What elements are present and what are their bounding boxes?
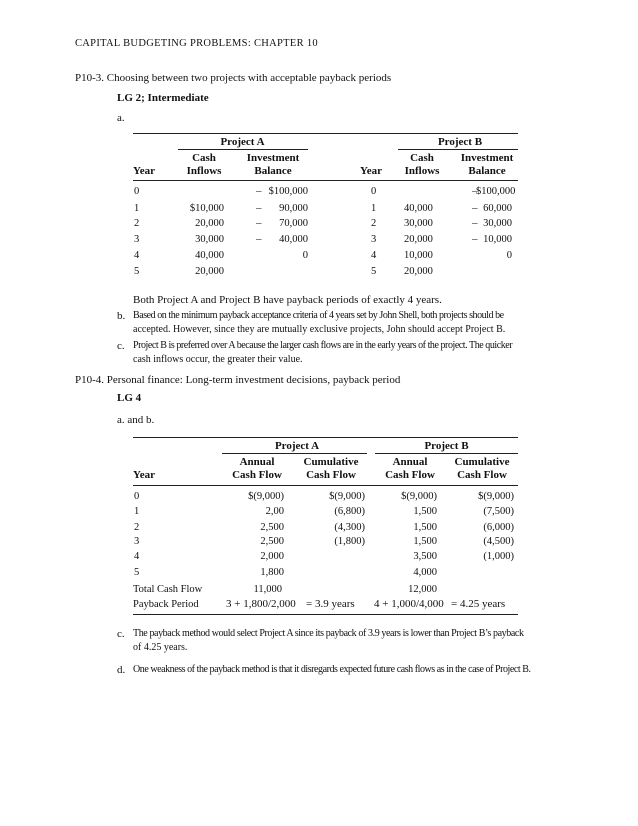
year-cell: 2 <box>371 218 377 229</box>
cumulative-cash-flow-cell: $(9,000) <box>478 491 514 502</box>
page-header: CAPITAL BUDGETING PROBLEMS: CHAPTER 10 <box>75 38 318 49</box>
year-cell: 5 <box>371 266 377 277</box>
t2-project-b-heading: Project B <box>424 440 469 452</box>
cumulative-cash-flow-cell: (1,000) <box>483 551 514 562</box>
cumulative-cash-flow-cell: (1,800) <box>334 536 365 547</box>
payback-period-label: Payback Period <box>133 599 199 610</box>
annual-cash-flow-cell: 1,800 <box>260 567 284 578</box>
investment-balance-cell: 30,000 <box>483 218 512 229</box>
dash-cell: – <box>256 233 262 245</box>
col-inv-2-b: Balance <box>468 165 506 177</box>
investment-balance-cell: $100,000 <box>476 186 516 197</box>
annual-cash-flow-cell: $(9,000) <box>248 491 284 502</box>
project-b-heading: Project B <box>437 136 483 148</box>
annual-cash-flow-cell: 2,00 <box>265 506 284 517</box>
part-c-label: c. <box>117 340 125 352</box>
cash-inflow-cell: 20,000 <box>195 266 224 277</box>
cumulative-cash-flow-cell: (4,500) <box>483 536 514 547</box>
year-cell: 0 <box>371 186 377 197</box>
year-cell: 2 <box>134 522 140 533</box>
year-cell: 4 <box>134 551 140 562</box>
annual-cash-flow-cell: $(9,000) <box>401 491 437 502</box>
cash-inflow-cell: 40,000 <box>404 203 433 214</box>
investment-balance-cell: 60,000 <box>483 203 512 214</box>
col-cash-1-a: Cash <box>192 152 216 164</box>
part-b-line2: accepted. However, since they are mutually exclusive projects, John should accept Project B. <box>133 324 506 335</box>
total-b: 12,000 <box>408 584 437 595</box>
t2-col-cum-1-a: Cumulative <box>303 456 359 468</box>
project-b-underline <box>398 149 518 150</box>
year-cell: 0 <box>134 186 140 197</box>
dash-cell: – <box>472 233 478 245</box>
year-cell: 1 <box>371 203 377 214</box>
cash-inflow-cell: 40,000 <box>195 250 224 261</box>
col-cash-1-b: Cash <box>410 152 434 164</box>
p10-4-part-d-line1: One weakness of the payback method is that it disregards expected future cash flows as in the case of Project B. <box>133 664 531 675</box>
year-cell: 5 <box>134 266 140 277</box>
total-a: 11,000 <box>253 584 282 595</box>
t2-col-year: Year <box>133 469 155 481</box>
col-inv-1-a: Investment <box>246 152 300 164</box>
investment-balance-cell: 10,000 <box>483 234 512 245</box>
payback-b-result: = 4.25 years <box>451 598 506 610</box>
investment-balance-cell: $100,000 <box>268 186 308 197</box>
t2-col-cum-1-b: Cumulative <box>454 456 510 468</box>
year-cell: 4 <box>134 250 140 261</box>
problem-10-3-lg: LG 2; Intermediate <box>117 92 209 104</box>
year-cell: 5 <box>134 567 140 578</box>
dash-cell: – <box>256 185 262 197</box>
col-cash-2-a: Inflows <box>186 165 222 177</box>
annual-cash-flow-cell: 1,500 <box>413 536 437 547</box>
investment-balance-cell: 90,000 <box>279 203 308 214</box>
cash-inflow-cell: 10,000 <box>404 250 433 261</box>
cash-inflow-cell: 30,000 <box>195 234 224 245</box>
investment-balance-cell: 0 <box>506 250 512 261</box>
col-inv-2-a: Balance <box>254 165 292 177</box>
conclusion-a-text: Both Project A and Project B have payback periods of exactly 4 years. <box>133 294 442 306</box>
cash-inflow-cell: 20,000 <box>404 234 433 245</box>
year-cell: 3 <box>371 234 377 245</box>
dash-cell: – <box>472 185 478 197</box>
problem-10-4-lg: LG 4 <box>117 392 142 404</box>
dash-cell: – <box>256 202 262 214</box>
col-cash-2-b: Inflows <box>404 165 440 177</box>
annual-cash-flow-cell: 3,500 <box>413 551 437 562</box>
annual-cash-flow-cell: 1,500 <box>413 522 437 533</box>
cumulative-cash-flow-cell: (4,300) <box>334 522 365 533</box>
cumulative-cash-flow-cell: $(9,000) <box>329 491 365 502</box>
dash-cell: – <box>256 217 262 229</box>
col-inv-1-b: Investment <box>460 152 514 164</box>
col-year-b: Year <box>360 165 382 177</box>
problem-10-3-title: P10-3. Choosing between two projects with acceptable payback periods <box>75 72 392 84</box>
annual-cash-flow-cell: 1,500 <box>413 506 437 517</box>
investment-balance-cell: 0 <box>302 250 308 261</box>
p10-4-part-c-line2: of 4.25 years. <box>133 642 188 653</box>
part-b-line1: Based on the minimum payback acceptance criteria of 4 years set by John Shell, both projects should be <box>133 310 504 321</box>
part-ab-label: a. and b. <box>117 414 155 426</box>
cumulative-cash-flow-cell: (7,500) <box>483 506 514 517</box>
part-c-line2: cash inflows occur, the greater their value. <box>133 354 303 365</box>
cumulative-cash-flow-cell: (6,800) <box>334 506 365 517</box>
total-cash-flow-label: Total Cash Flow <box>133 584 203 595</box>
project-a-underline <box>178 149 308 150</box>
t2-col-annual-1-b: Annual <box>392 456 428 468</box>
problem-10-4-title: P10-4. Personal finance: Long-term investment decisions, payback period <box>75 374 401 386</box>
year-cell: 1 <box>134 506 140 517</box>
p10-4-part-d-label: d. <box>117 664 126 676</box>
payback-b-calc: 4 + 1,000/4,000 <box>374 598 444 610</box>
part-a-label: a. <box>117 112 125 124</box>
cash-inflow-cell: 30,000 <box>404 218 433 229</box>
annual-cash-flow-cell: 4,000 <box>413 567 437 578</box>
cash-inflow-cell: 20,000 <box>404 266 433 277</box>
year-cell: 4 <box>371 250 377 261</box>
table-top-rule <box>133 133 518 134</box>
cash-inflow-cell: $10,000 <box>189 203 224 214</box>
part-c-line1: Project B is preferred over A because the larger cash flows are in the early years of the project. The quicker <box>133 340 513 351</box>
t2-project-a-underline <box>222 453 367 454</box>
annual-cash-flow-cell: 2,000 <box>260 551 284 562</box>
part-b-label: b. <box>117 310 126 322</box>
payback-a-calc: 3 + 1,800/2,000 <box>226 598 296 610</box>
year-cell: 3 <box>134 234 140 245</box>
annual-cash-flow-cell: 2,500 <box>260 536 284 547</box>
p10-4-part-c-line1: The payback method would select Project A since its payback of 3.9 years is lower than Project B’s payback <box>133 628 524 639</box>
p10-4-part-c-label: c. <box>117 628 125 640</box>
dash-cell: – <box>472 217 478 229</box>
t2-col-cum-2-b: Cash Flow <box>457 469 507 481</box>
year-cell: 0 <box>134 491 140 502</box>
t2-col-cum-2-a: Cash Flow <box>306 469 356 481</box>
t2-col-annual-2-a: Cash Flow <box>232 469 282 481</box>
dash-cell: – <box>472 202 478 214</box>
table2-top-rule <box>133 437 518 438</box>
year-cell: 2 <box>134 218 140 229</box>
cumulative-cash-flow-cell: (6,000) <box>483 522 514 533</box>
year-cell: 3 <box>134 536 140 547</box>
year-cell: 1 <box>134 203 140 214</box>
t2-project-a-heading: Project A <box>274 440 320 452</box>
t2-col-annual-1-a: Annual <box>239 456 275 468</box>
t2-project-b-underline <box>375 453 518 454</box>
project-a-heading: Project A <box>220 136 265 148</box>
t2-col-annual-2-b: Cash Flow <box>385 469 435 481</box>
cash-inflow-cell: 20,000 <box>195 218 224 229</box>
annual-cash-flow-cell: 2,500 <box>260 522 284 533</box>
investment-balance-cell: 70,000 <box>279 218 308 229</box>
table-header-rule <box>133 180 518 181</box>
table2-header-rule <box>133 485 518 486</box>
col-year-a: Year <box>133 165 155 177</box>
payback-a-result: = 3.9 years <box>306 598 355 610</box>
table2-bottom-rule <box>133 614 518 615</box>
investment-balance-cell: 40,000 <box>279 234 308 245</box>
